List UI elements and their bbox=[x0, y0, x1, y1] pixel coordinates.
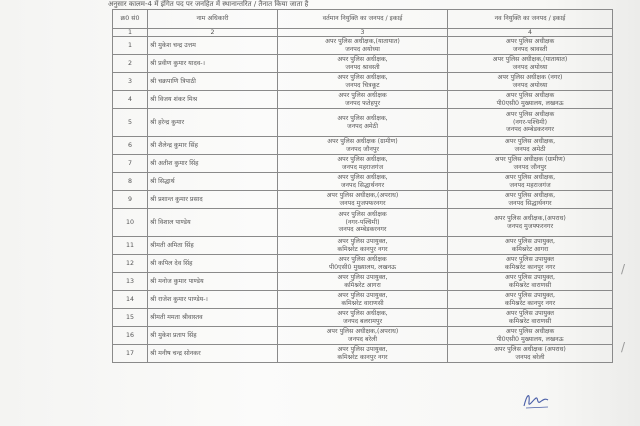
posting-line: अपर पुलिस अधीक्षक bbox=[505, 91, 555, 99]
row-current-posting bbox=[278, 255, 448, 273]
posting-line: अपर पुलिस उपायुक्त, bbox=[337, 345, 388, 353]
posting-line: (नगर-पश्चिमी) bbox=[345, 218, 380, 226]
posting-line: अपर पुलिस अधीक्षक, bbox=[337, 114, 388, 122]
posting-line: पी0एसी0 मुख्यालय, लखनऊ bbox=[496, 335, 564, 343]
row-current-posting bbox=[278, 55, 448, 73]
row-new-posting bbox=[448, 109, 613, 137]
row-officer-name: श्री मनोज कुमार पाण्डेय bbox=[148, 273, 278, 291]
row-new-posting bbox=[448, 137, 613, 155]
row-current-posting bbox=[278, 109, 448, 137]
row-serial: 16 bbox=[113, 327, 148, 345]
row-new-posting bbox=[448, 309, 613, 327]
header-current: वर्तमान नियुक्ति का जनपद / इकाई bbox=[278, 10, 448, 29]
row-current-posting bbox=[278, 291, 448, 309]
row-serial: 12 bbox=[113, 255, 148, 273]
row-serial: 9 bbox=[113, 191, 148, 209]
row-new-posting bbox=[448, 255, 613, 273]
row-officer-name: श्री चक्रपाणि त्रिपाठी bbox=[148, 73, 278, 91]
posting-line: जनपद अम्बेडकरनगर bbox=[338, 226, 387, 234]
edge-mark: / bbox=[621, 340, 626, 354]
posting-line: अपर पुलिस अधीक्षक bbox=[338, 211, 387, 219]
posting-line: जनपद अम्बेडकरनगर bbox=[506, 126, 554, 134]
row-serial: 5 bbox=[113, 109, 148, 137]
posting-line: अपर पुलिस अधीक्षक,(अपराध) bbox=[326, 191, 399, 199]
col-number: 4 bbox=[448, 29, 613, 37]
posting-line: कमिश्नरेट कानपुर नगर bbox=[504, 263, 556, 271]
row-serial: 13 bbox=[113, 273, 148, 291]
posting-line: अपर पुलिस उपायुक्त, bbox=[505, 291, 555, 299]
transfer-table bbox=[112, 9, 613, 363]
posting-line: अपर पुलिस अधीक्षक, bbox=[504, 191, 556, 199]
posting-line: अपर पुलिस उपायुक्त, bbox=[337, 237, 388, 245]
row-new-posting bbox=[448, 37, 613, 55]
posting-line: अपर पुलिस उपायुक्त, bbox=[505, 237, 555, 245]
row-serial: 11 bbox=[113, 237, 148, 255]
posting-line: जनपद अयोध्या bbox=[345, 45, 380, 53]
posting-line: अपर पुलिस अधीक्षक, bbox=[337, 55, 388, 63]
row-serial: 15 bbox=[113, 309, 148, 327]
signature-mark bbox=[521, 388, 551, 410]
table-row bbox=[113, 109, 613, 137]
col-number: 3 bbox=[278, 29, 448, 37]
posting-line: अपर पुलिस अधीक्षक (ग्रामीण) bbox=[327, 137, 398, 145]
header-row bbox=[113, 10, 613, 29]
table-row bbox=[113, 37, 613, 55]
posting-line: जनपद जौनपुर bbox=[345, 145, 380, 153]
posting-line: अपर पुलिस उपायुक्त bbox=[506, 255, 554, 263]
table-row bbox=[113, 173, 613, 191]
header-new: नव नियुक्ति का जनपद / इकाई bbox=[448, 10, 613, 29]
row-current-posting bbox=[278, 137, 448, 155]
posting-line: अपर पुलिस अधीक्षक bbox=[505, 37, 555, 45]
row-current-posting bbox=[278, 155, 448, 173]
edge-mark: / bbox=[621, 262, 626, 276]
row-current-posting bbox=[278, 345, 448, 363]
row-serial: 10 bbox=[113, 209, 148, 237]
posting-line: कमिश्नरेट कानपुर नगर bbox=[337, 353, 388, 361]
posting-line: अपर पुलिस अधीक्षक (ग्रामीण) bbox=[494, 155, 566, 163]
row-current-posting bbox=[278, 173, 448, 191]
row-officer-name: श्री मुकेश प्रताप सिंह bbox=[148, 327, 278, 345]
posting-line: अपर पुलिस उपायुक्त, bbox=[337, 273, 388, 281]
posting-line: अपर पुलिस अधीक्षक,(अपराध) bbox=[494, 214, 566, 222]
posting-line: अपर पुलिस अधीक्षक, bbox=[337, 309, 388, 317]
posting-line: अपर पुलिस अधीक्षक, bbox=[504, 173, 556, 181]
posting-line: कमिश्नरेट वाराणसी bbox=[508, 317, 552, 325]
table-row bbox=[113, 327, 613, 345]
posting-line: जनपद महराजगंज bbox=[341, 163, 384, 171]
posting-line: जनपद सिद्धार्थनगर bbox=[340, 181, 385, 189]
row-new-posting bbox=[448, 55, 613, 73]
posting-line: कमिश्नरेट आगरा bbox=[344, 281, 381, 289]
row-officer-name: श्री प्रवीण कुमार यादव-। bbox=[148, 55, 278, 73]
row-officer-name: श्री विशाल पाण्डेय bbox=[148, 209, 278, 237]
posting-line: जनपद बरेली bbox=[515, 353, 545, 361]
posting-line: अपर पुलिस अधीक्षक, bbox=[337, 173, 388, 181]
row-serial: 1 bbox=[113, 37, 148, 55]
column-number-row bbox=[113, 29, 613, 37]
table-row bbox=[113, 73, 613, 91]
row-officer-name: श्री मुकेश चन्द्र उत्तम bbox=[148, 37, 278, 55]
posting-line: पी0एसी0 मुख्यालय, लखनऊ bbox=[496, 99, 564, 107]
col-number: 2 bbox=[148, 29, 278, 37]
posting-line: (नगर-पश्चिमी) bbox=[512, 118, 548, 126]
posting-line: पी0एसी0 मुख्यालय, लखनऊ bbox=[328, 263, 397, 271]
row-new-posting bbox=[448, 209, 613, 237]
posting-line: जनपद अमेठी bbox=[514, 145, 546, 153]
row-new-posting bbox=[448, 191, 613, 209]
posting-line: जनपद श्रावस्ती bbox=[345, 63, 380, 71]
row-serial: 6 bbox=[113, 137, 148, 155]
posting-line: कमिश्नरेट कानपुर नगर bbox=[504, 299, 556, 307]
posting-line: जनपद महराजगंज bbox=[509, 181, 551, 189]
row-officer-name: श्री राजेश कुमार पाण्डेय-। bbox=[148, 291, 278, 309]
row-new-posting bbox=[448, 291, 613, 309]
posting-line: जनपद श्रावस्ती bbox=[512, 45, 548, 53]
row-new-posting bbox=[448, 155, 613, 173]
row-officer-name: श्री हरेन्द्र कुमार bbox=[148, 109, 278, 137]
row-officer-name: श्री कपिल देव सिंह bbox=[148, 255, 278, 273]
posting-line: जनपद जौनपुर bbox=[513, 163, 547, 171]
posting-line: जनपद बलरामपुर bbox=[342, 317, 383, 325]
posting-line: जनपद मुजफ्फरनगर bbox=[339, 199, 386, 207]
table-row bbox=[113, 237, 613, 255]
table-row bbox=[113, 137, 613, 155]
row-new-posting bbox=[448, 345, 613, 363]
posting-line: जनपद चित्रकूट bbox=[345, 81, 380, 89]
row-officer-name: श्री शैलेन्द्र कुमार सिंह bbox=[148, 137, 278, 155]
table-row bbox=[113, 291, 613, 309]
row-new-posting bbox=[448, 273, 613, 291]
posting-line: अपर पुलिस उपायुक्त, bbox=[505, 273, 555, 281]
row-serial: 8 bbox=[113, 173, 148, 191]
row-officer-name: श्री विजय शंकर मिश्र bbox=[148, 91, 278, 109]
posting-line: अपर पुलिस उपायुक्त bbox=[506, 309, 554, 317]
table-row bbox=[113, 255, 613, 273]
row-serial: 7 bbox=[113, 155, 148, 173]
row-officer-name: श्री अतीश कुमार सिंह bbox=[148, 155, 278, 173]
posting-line: अपर पुलिस अधीक्षक (अपराध) bbox=[494, 345, 566, 353]
row-current-posting bbox=[278, 309, 448, 327]
posting-line: अपर पुलिस अधीक्षक bbox=[505, 111, 555, 119]
table-row bbox=[113, 273, 613, 291]
row-officer-name: श्री मनीष चन्द्र सोनकर bbox=[148, 345, 278, 363]
header-name: नाम अधिकारी bbox=[148, 10, 278, 29]
row-current-posting bbox=[278, 73, 448, 91]
posting-line: कमिश्नरेट वाराणसी bbox=[508, 281, 552, 289]
row-officer-name: श्री सिद्धार्थ bbox=[148, 173, 278, 191]
table-row bbox=[113, 345, 613, 363]
row-current-posting bbox=[278, 209, 448, 237]
posting-line: जनपद फतेहपुर bbox=[344, 99, 381, 107]
posting-line: कमिश्नरेट आगरा bbox=[511, 245, 549, 253]
row-current-posting bbox=[278, 191, 448, 209]
table-row bbox=[113, 55, 613, 73]
posting-line: जनपद सिद्धार्थनगर bbox=[508, 199, 552, 207]
posting-line: कमिश्नरेट वाराणसी bbox=[341, 299, 384, 307]
posting-line: अपर पुलिस अधीक्षक,(अपराध) bbox=[326, 327, 399, 335]
row-serial: 2 bbox=[113, 55, 148, 73]
row-current-posting bbox=[278, 327, 448, 345]
posting-line: जनपद बरेली bbox=[347, 335, 378, 343]
table-body bbox=[113, 37, 613, 363]
table-row bbox=[113, 155, 613, 173]
row-officer-name: श्रीमती ममता श्रीवास्तव bbox=[148, 309, 278, 327]
posting-line: अपर पुलिस अधीक्षक bbox=[338, 91, 387, 99]
posting-line: अपर पुलिस अधीक्षक, bbox=[337, 73, 388, 81]
row-new-posting bbox=[448, 73, 613, 91]
row-current-posting bbox=[278, 237, 448, 255]
posting-line: जनपद मुजफ्फरनगर bbox=[506, 222, 554, 230]
row-new-posting bbox=[448, 327, 613, 345]
row-serial: 17 bbox=[113, 345, 148, 363]
header-sn: क्र0 सं0 bbox=[113, 10, 148, 29]
row-serial: 4 bbox=[113, 91, 148, 109]
posting-line: अपर पुलिस अधीक्षक bbox=[505, 327, 555, 335]
posting-line: अपर पुलिस अधीक्षक (नगर) bbox=[497, 73, 563, 81]
row-officer-name: श्रीमती अमिता सिंह bbox=[148, 237, 278, 255]
posting-line: अपर पुलिस अधीक्षक,(यातायात) bbox=[325, 37, 400, 45]
table-row bbox=[113, 191, 613, 209]
row-officer-name: श्री प्रशान्त कुमार प्रसाद bbox=[148, 191, 278, 209]
table-row bbox=[113, 91, 613, 109]
posting-line: अपर पुलिस अधीक्षक, bbox=[504, 137, 556, 145]
posting-line: अपर पुलिस अधीक्षक bbox=[338, 255, 387, 263]
posting-line: जनपद अयोध्या bbox=[512, 63, 548, 71]
row-new-posting bbox=[448, 91, 613, 109]
posting-line: अपर पुलिस अधीक्षक, bbox=[337, 155, 388, 163]
posting-line: जनपद अयोध्या bbox=[512, 81, 548, 89]
table-row bbox=[113, 209, 613, 237]
posting-line: जनपद अमेठी bbox=[347, 122, 378, 130]
posting-line: कमिश्नरेट कानपुर नगर bbox=[337, 245, 388, 253]
row-serial: 14 bbox=[113, 291, 148, 309]
col-number: 1 bbox=[113, 29, 148, 37]
row-current-posting bbox=[278, 37, 448, 55]
row-serial: 3 bbox=[113, 73, 148, 91]
header-line: अनुसार कालम-4 में इंगित पद पर जनहित में स्थानान्तरित / तैनात किया जाता है bbox=[108, 0, 309, 8]
row-new-posting bbox=[448, 237, 613, 255]
row-current-posting bbox=[278, 273, 448, 291]
row-current-posting bbox=[278, 91, 448, 109]
table-row bbox=[113, 309, 613, 327]
row-new-posting bbox=[448, 173, 613, 191]
posting-line: अपर पुलिस अधीक्षक,(यातायात) bbox=[492, 55, 568, 63]
posting-line: अपर पुलिस उपायुक्त, bbox=[337, 291, 388, 299]
